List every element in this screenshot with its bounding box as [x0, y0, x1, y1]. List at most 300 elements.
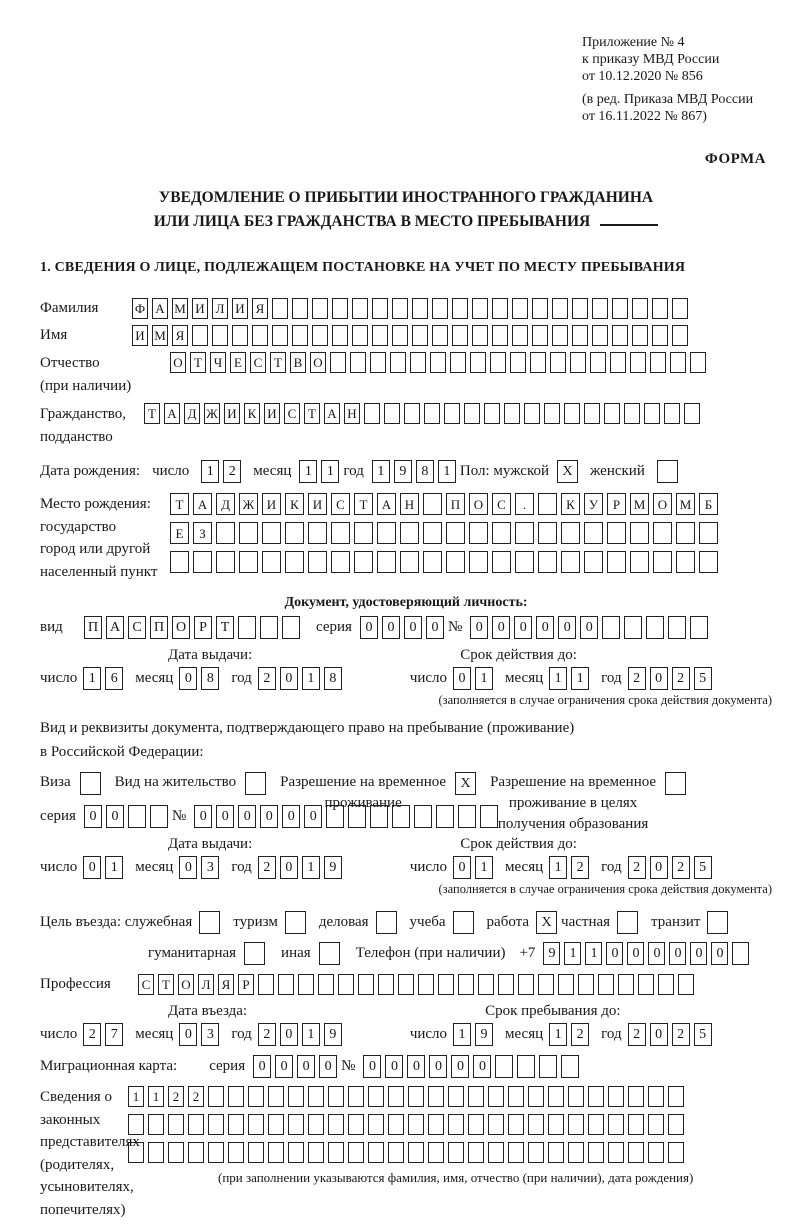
- char-cell: 0: [407, 1055, 425, 1078]
- annex-line: от 16.11.2022 № 867): [582, 109, 707, 125]
- entry-year-cells: [258, 1023, 346, 1046]
- char-cell: [308, 1114, 324, 1135]
- char-cell: [268, 1086, 284, 1107]
- char-cell: [561, 1055, 579, 1078]
- char-cell: [452, 325, 468, 346]
- stay-month-cells: [549, 1023, 593, 1046]
- char-cell: 1: [585, 942, 602, 965]
- resid-doc-line2: в Российской Федерации:: [40, 744, 204, 761]
- char-cell: [630, 352, 646, 373]
- char-cell: Ж: [239, 493, 258, 515]
- char-cell: 2: [672, 667, 690, 690]
- birthplace-row1-cells: [170, 493, 722, 515]
- char-cell: [377, 551, 396, 573]
- char-cell: [378, 974, 394, 995]
- char-cell: [272, 298, 288, 319]
- char-cell: [168, 1142, 184, 1163]
- patronymic-label: [40, 352, 170, 397]
- char-cell: [648, 1142, 664, 1163]
- char-cell: [377, 522, 396, 544]
- doc-series-label: серия: [316, 619, 352, 636]
- char-cell: [572, 298, 588, 319]
- char-cell: 1: [564, 942, 581, 965]
- char-cell: [612, 298, 628, 319]
- permit-number-cells: [194, 805, 502, 828]
- char-cell: [608, 1142, 624, 1163]
- citizenship-label-line1: Гражданство,: [40, 406, 127, 423]
- char-cell: [670, 352, 686, 373]
- month-label: месяц: [253, 463, 292, 480]
- char-cell: С: [128, 616, 146, 639]
- permit-valid-day-cells: [453, 856, 497, 879]
- char-cell: 1: [475, 667, 493, 690]
- char-cell: [732, 942, 749, 965]
- char-cell: [410, 352, 426, 373]
- char-cell: И: [224, 403, 240, 424]
- permit-issue-date-header: Дата выдачи:: [168, 836, 253, 853]
- char-cell: [618, 974, 634, 995]
- char-cell: [298, 974, 314, 995]
- char-cell: [150, 805, 168, 828]
- char-cell: [658, 974, 674, 995]
- year-label: год: [343, 463, 364, 480]
- visa-item: [40, 772, 101, 795]
- day-label: число: [409, 670, 448, 687]
- char-cell: [358, 974, 374, 995]
- char-cell: С: [138, 974, 154, 995]
- char-cell: [430, 352, 446, 373]
- char-cell: 2: [258, 856, 276, 879]
- char-cell: [268, 1114, 284, 1135]
- doc-type-cells: [84, 616, 304, 639]
- char-cell: 5: [694, 667, 712, 690]
- char-cell: [448, 1114, 464, 1135]
- char-cell: 0: [669, 942, 686, 965]
- char-cell: [508, 1114, 524, 1135]
- char-cell: [438, 974, 454, 995]
- char-cell: [690, 352, 706, 373]
- birth-month-cells: [299, 460, 343, 483]
- char-cell: [248, 1086, 264, 1107]
- resid-doc-text: [40, 716, 772, 764]
- char-cell: [248, 1142, 264, 1163]
- char-cell: З: [193, 522, 212, 544]
- char-cell: [584, 522, 603, 544]
- private-checkbox: [617, 911, 638, 934]
- char-cell: [539, 1055, 557, 1078]
- birthplace-row3-cells: [170, 551, 722, 573]
- char-cell: [392, 325, 408, 346]
- day-label: число: [40, 1026, 78, 1043]
- char-cell: [428, 1142, 444, 1163]
- year-label: год: [231, 859, 252, 876]
- rvp-checkbox: X: [455, 772, 476, 795]
- char-cell: [528, 1114, 544, 1135]
- char-cell: [262, 551, 281, 573]
- char-cell: [488, 1114, 504, 1135]
- char-cell: [239, 551, 258, 573]
- stay-year-cells: [628, 1023, 716, 1046]
- char-cell: 0: [650, 1023, 668, 1046]
- doc-type-label: вид: [40, 619, 63, 636]
- char-cell: 2: [188, 1086, 204, 1107]
- char-cell: М: [172, 298, 188, 319]
- char-cell: [652, 298, 668, 319]
- char-cell: [400, 551, 419, 573]
- char-cell: [168, 1114, 184, 1135]
- char-cell: [508, 1086, 524, 1107]
- char-cell: 0: [280, 856, 298, 879]
- rvp-edu-checkbox: [665, 772, 686, 795]
- char-cell: 9: [475, 1023, 493, 1046]
- char-cell: [470, 352, 486, 373]
- char-cell: 0: [363, 1055, 381, 1078]
- char-cell: [312, 298, 328, 319]
- char-cell: [488, 1142, 504, 1163]
- char-cell: [260, 616, 278, 639]
- char-cell: 2: [168, 1086, 184, 1107]
- residence-permit-item: [115, 772, 266, 795]
- char-cell: [668, 1086, 684, 1107]
- char-cell: 0: [580, 616, 598, 639]
- representatives-cells-stack: [128, 1086, 693, 1186]
- char-cell: [592, 325, 608, 346]
- char-cell: 0: [453, 856, 471, 879]
- char-cell: [268, 1142, 284, 1163]
- char-cell: 0: [179, 1023, 197, 1046]
- char-cell: [610, 352, 626, 373]
- purpose-row2: [40, 942, 772, 965]
- char-cell: [450, 352, 466, 373]
- tourism-checkbox: [285, 911, 306, 934]
- char-cell: [572, 325, 588, 346]
- char-cell: 5: [694, 1023, 712, 1046]
- char-cell: 0: [648, 942, 665, 965]
- char-cell: [216, 551, 235, 573]
- other-checkbox: [319, 942, 340, 965]
- birthplace-block: [40, 493, 772, 583]
- residence-permit-checkbox: [245, 772, 266, 795]
- char-cell: 0: [650, 856, 668, 879]
- char-cell: [648, 1114, 664, 1135]
- char-cell: [262, 522, 281, 544]
- char-cell: 0: [106, 805, 124, 828]
- rvp-label-line1: Разрешение на временное: [280, 774, 447, 791]
- doc-issue-date-header: Дата выдачи:: [168, 647, 253, 664]
- char-cell: Н: [344, 403, 360, 424]
- char-cell: 1: [549, 667, 567, 690]
- char-cell: [404, 403, 420, 424]
- doc-issue-day-cells: [83, 667, 127, 690]
- char-cell: [238, 616, 256, 639]
- char-cell: 0: [536, 616, 554, 639]
- char-cell: 2: [628, 856, 646, 879]
- surname-label: Фамилия: [40, 300, 99, 317]
- char-cell: 0: [260, 805, 278, 828]
- char-cell: [624, 403, 640, 424]
- char-cell: [193, 551, 212, 573]
- reps-row2-cells: [128, 1114, 693, 1135]
- char-cell: А: [193, 493, 212, 515]
- char-cell: 0: [429, 1055, 447, 1078]
- business-checkbox: [376, 911, 397, 934]
- char-cell: [331, 522, 350, 544]
- char-cell: [288, 1114, 304, 1135]
- title-underline: [600, 214, 658, 226]
- entry-date-headers: [40, 1003, 772, 1020]
- reps-row1-cells: [128, 1086, 693, 1107]
- char-cell: [561, 522, 580, 544]
- month-label: месяц: [505, 1026, 544, 1043]
- day-label: число: [40, 859, 78, 876]
- char-cell: И: [192, 298, 208, 319]
- char-cell: [468, 1114, 484, 1135]
- birthplace-label-line2: государство: [40, 518, 117, 535]
- char-cell: [646, 616, 664, 639]
- char-cell: [676, 551, 695, 573]
- doc-valid-day-cells: [453, 667, 497, 690]
- entry-day-cells: [83, 1023, 127, 1046]
- char-cell: [412, 298, 428, 319]
- birth-day-cells: [201, 460, 245, 483]
- char-cell: .: [515, 493, 534, 515]
- birthplace-label-line4: населенный пункт: [40, 563, 158, 580]
- char-cell: [428, 1114, 444, 1135]
- char-cell: [528, 1086, 544, 1107]
- char-cell: [638, 974, 654, 995]
- char-cell: Т: [190, 352, 206, 373]
- char-cell: 0: [216, 805, 234, 828]
- char-cell: 0: [319, 1055, 337, 1078]
- char-cell: [468, 1142, 484, 1163]
- annex-line: Приложение № 4: [582, 35, 685, 50]
- migration-card-label: Миграционная карта:: [40, 1058, 178, 1075]
- char-cell: В: [290, 352, 306, 373]
- official-checkbox: [199, 911, 220, 934]
- other-label: иная: [281, 945, 311, 962]
- form-title-line2: ИЛИ ЛИЦА БЕЗ ГРАЖДАНСТВА В МЕСТО ПРЕБЫВАНИЯ: [40, 210, 772, 234]
- char-cell: П: [84, 616, 102, 639]
- char-cell: [408, 1086, 424, 1107]
- doc-number-cells: [470, 616, 712, 639]
- char-cell: [348, 805, 366, 828]
- char-cell: [326, 805, 344, 828]
- char-cell: 9: [394, 460, 412, 483]
- birthdate-label: Дата рождения:: [40, 463, 141, 480]
- char-cell: [552, 325, 568, 346]
- char-cell: 0: [297, 1055, 315, 1078]
- char-cell: [598, 974, 614, 995]
- char-cell: 1: [148, 1086, 164, 1107]
- form-title: [40, 186, 772, 234]
- char-cell: [653, 551, 672, 573]
- char-cell: [564, 403, 580, 424]
- char-cell: [128, 805, 146, 828]
- char-cell: Б: [699, 493, 718, 515]
- char-cell: 0: [492, 616, 510, 639]
- char-cell: М: [152, 325, 168, 346]
- char-cell: [608, 1114, 624, 1135]
- char-cell: [258, 974, 274, 995]
- char-cell: 0: [473, 1055, 491, 1078]
- char-cell: [538, 551, 557, 573]
- representatives-block: [40, 1086, 772, 1221]
- char-cell: [432, 298, 448, 319]
- char-cell: [278, 974, 294, 995]
- birthplace-cells-stack: [170, 493, 722, 580]
- char-cell: [684, 403, 700, 424]
- char-cell: [464, 403, 480, 424]
- stay-day-cells: [453, 1023, 497, 1046]
- char-cell: [488, 1086, 504, 1107]
- char-cell: [568, 1114, 584, 1135]
- char-cell: [632, 298, 648, 319]
- char-cell: О: [469, 493, 488, 515]
- char-cell: И: [262, 493, 281, 515]
- annex-line: от 10.12.2020 № 856: [582, 69, 703, 85]
- char-cell: Ч: [210, 352, 226, 373]
- forma-label: ФОРМА: [704, 151, 766, 168]
- permit-valid-until-header: Срок действия до:: [460, 836, 577, 853]
- char-cell: [350, 352, 366, 373]
- char-cell: 1: [83, 667, 101, 690]
- char-cell: 0: [690, 942, 707, 965]
- char-cell: И: [232, 298, 248, 319]
- valid-note: (заполняется в случае ограничения срока действия документа): [438, 882, 772, 897]
- migr-number-cells: [363, 1055, 583, 1078]
- migr-series-label: серия: [209, 1058, 246, 1075]
- char-cell: [508, 1142, 524, 1163]
- char-cell: О: [310, 352, 326, 373]
- char-cell: [328, 1086, 344, 1107]
- char-cell: 1: [128, 1086, 144, 1107]
- char-cell: [423, 493, 442, 515]
- char-cell: [412, 325, 428, 346]
- char-cell: Т: [216, 616, 234, 639]
- char-cell: [452, 298, 468, 319]
- representatives-label: [40, 1086, 140, 1221]
- phone-cells: [543, 942, 753, 965]
- char-cell: 2: [258, 1023, 276, 1046]
- year-label: год: [601, 670, 622, 687]
- char-cell: 1: [438, 460, 456, 483]
- char-cell: [292, 298, 308, 319]
- char-cell: О: [178, 974, 194, 995]
- permit-valid-month-cells: [549, 856, 593, 879]
- char-cell: Р: [194, 616, 212, 639]
- char-cell: 1: [201, 460, 219, 483]
- permit-issue-day-cells: [83, 856, 127, 879]
- char-cell: 0: [84, 805, 102, 828]
- char-cell: [498, 974, 514, 995]
- doc-issue-month-cells: [179, 667, 223, 690]
- char-cell: [252, 325, 268, 346]
- doc-series-cells: [360, 616, 448, 639]
- purpose-row: [40, 911, 772, 934]
- char-cell: 0: [253, 1055, 271, 1078]
- char-cell: [578, 974, 594, 995]
- char-cell: 0: [238, 805, 256, 828]
- char-cell: [446, 551, 465, 573]
- char-cell: С: [284, 403, 300, 424]
- citizenship-row: [40, 403, 772, 448]
- char-cell: [532, 325, 548, 346]
- char-cell: [188, 1142, 204, 1163]
- char-cell: [328, 1114, 344, 1135]
- char-cell: 8: [324, 667, 342, 690]
- char-cell: [372, 325, 388, 346]
- char-cell: [448, 1142, 464, 1163]
- char-cell: Л: [212, 298, 228, 319]
- year-label: год: [601, 859, 622, 876]
- char-cell: [328, 1142, 344, 1163]
- char-cell: [332, 325, 348, 346]
- char-cell: С: [492, 493, 511, 515]
- permit-issue-month-cells: [179, 856, 223, 879]
- char-cell: [446, 522, 465, 544]
- char-cell: [228, 1086, 244, 1107]
- char-cell: [548, 1142, 564, 1163]
- char-cell: [624, 616, 642, 639]
- char-cell: 2: [628, 1023, 646, 1046]
- char-cell: [524, 403, 540, 424]
- char-cell: [308, 522, 327, 544]
- char-cell: [458, 805, 476, 828]
- section1-heading: 1. СВЕДЕНИЯ О ЛИЦЕ, ПОДЛЕЖАЩЕМ ПОСТАНОВКЕ НА УЧЕТ ПО МЕСТУ ПРЕБЫВАНИЯ: [40, 260, 686, 276]
- char-cell: [664, 403, 680, 424]
- char-cell: [548, 1086, 564, 1107]
- profession-cells: [138, 974, 698, 995]
- doc-valid-until-header: Срок действия до:: [460, 647, 577, 664]
- doc-date-headers: [40, 647, 772, 664]
- char-cell: [568, 1086, 584, 1107]
- char-cell: [630, 522, 649, 544]
- patronymic-row: [40, 352, 772, 397]
- char-cell: [668, 1114, 684, 1135]
- char-cell: [423, 522, 442, 544]
- char-cell: [678, 974, 694, 995]
- char-cell: К: [285, 493, 304, 515]
- char-cell: [544, 403, 560, 424]
- rvp-label-line2: проживание: [324, 795, 402, 812]
- char-cell: [604, 403, 620, 424]
- form-title-line1: УВЕДОМЛЕНИЕ О ПРИБЫТИИ ИНОСТРАННОГО ГРАЖДАНИНА: [158, 189, 654, 207]
- profession-label: Профессия: [40, 976, 111, 993]
- birthplace-label: [40, 493, 170, 583]
- char-cell: [518, 974, 534, 995]
- char-cell: И: [308, 493, 327, 515]
- doc-issue-year-cells: [258, 667, 346, 690]
- doc-valid-month-cells: [549, 667, 593, 690]
- reps-label-line4: (родителях,: [40, 1156, 115, 1173]
- char-cell: К: [561, 493, 580, 515]
- char-cell: 2: [83, 1023, 101, 1046]
- char-cell: [428, 1086, 444, 1107]
- char-cell: 0: [711, 942, 728, 965]
- char-cell: [288, 1086, 304, 1107]
- char-cell: [308, 1142, 324, 1163]
- char-cell: [348, 1114, 364, 1135]
- char-cell: [492, 551, 511, 573]
- char-cell: [672, 325, 688, 346]
- char-cell: [348, 1142, 364, 1163]
- char-cell: [388, 1142, 404, 1163]
- char-cell: [308, 551, 327, 573]
- month-label: месяц: [505, 859, 544, 876]
- char-cell: [370, 805, 388, 828]
- char-cell: [232, 325, 248, 346]
- char-cell: [390, 352, 406, 373]
